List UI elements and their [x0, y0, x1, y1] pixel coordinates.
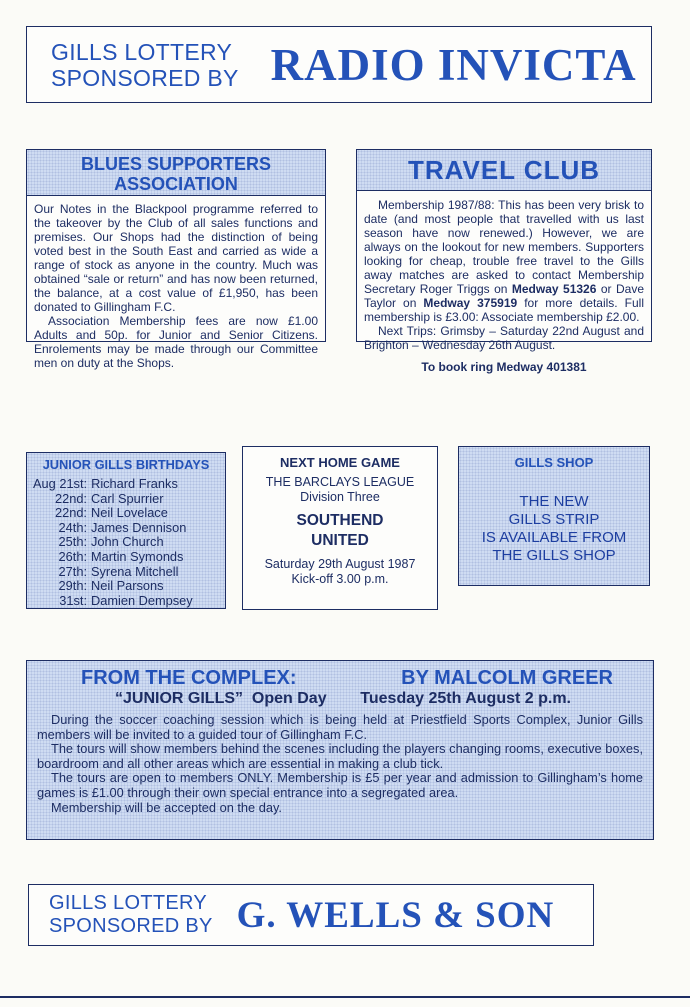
- blues-supporters-article: [26, 149, 326, 370]
- next-game-date: Saturday 29th August 1987: [264, 557, 416, 571]
- birthday-name: Carl Spurrier: [91, 490, 164, 506]
- blues-heading-line1: BLUES SUPPORTERS: [80, 154, 272, 174]
- lottery-label: [49, 892, 213, 938]
- blues-heading-line2: ASSOCIATION: [114, 174, 238, 194]
- complex-para2: The tours will show members behind the scenes including the players changing rooms, executive boxes, boardroom and all other areas which are essential in making a club tick.: [37, 741, 643, 771]
- travel-para1: [364, 198, 644, 324]
- page-bottom-rule: [0, 996, 690, 998]
- lottery-label-line1: GILLS LOTTERY: [49, 892, 208, 914]
- birthday-date: 31st:: [59, 592, 87, 608]
- birthday-name: Neil Parsons: [91, 578, 164, 594]
- complex-para1: During the soccer coaching session which is being held at Priestfield Sports Complex, Junior Gills members will be invited to a guided tour of Gillingham F.C.: [37, 712, 643, 742]
- birthday-name: John Church: [91, 534, 164, 550]
- gills-shop-line1: THE NEW: [519, 493, 589, 510]
- complex-subheading-left: “JUNIOR GILLS” Open Day: [115, 690, 327, 707]
- birthday-entry: [33, 535, 219, 550]
- travel-para1-a: Membership 1987/88: This has been very brisk to date (and most people that travelled with us last season have now renewed.) However, we are always on the lookout for new members. Supporters looking for cheap, trouble free travel to the Gills away matches are asked to contact Membership Secretary Roger Triggs on: [364, 198, 644, 296]
- complex-article: [26, 660, 654, 840]
- travel-phone-taylor: Medway 375919: [423, 296, 518, 310]
- lottery-sponsor-name: RADIO INVICTA: [270, 39, 637, 90]
- birthday-entry: [33, 594, 219, 609]
- birthday-date: 26th:: [58, 548, 87, 564]
- travel-para1-b: or Dave Taylor on: [364, 282, 644, 310]
- gills-shop-box: [458, 446, 650, 586]
- birthday-date: 29th:: [58, 578, 87, 594]
- travel-booking-line: To book ring Medway 401381: [421, 360, 587, 374]
- birthday-entry: [33, 565, 219, 580]
- blues-supporters-heading: [27, 150, 325, 196]
- next-game-league: THE BARCLAYS LEAGUE: [265, 475, 415, 489]
- lottery-label-line2: SPONSORED BY: [49, 915, 213, 937]
- birthday-date: 27th:: [58, 563, 87, 579]
- next-game-kickoff: Kick-off 3.00 p.m.: [291, 572, 389, 586]
- travel-club-body: [357, 191, 651, 380]
- complex-body: [27, 709, 653, 815]
- travel-club-heading: TRAVEL CLUB: [357, 150, 651, 191]
- birthday-date: 22nd:: [54, 490, 87, 506]
- birthday-name: Damien Dempsey: [91, 592, 193, 608]
- gills-shop-heading: GILLS SHOP: [514, 455, 594, 470]
- birthday-date: 25th:: [58, 534, 87, 550]
- lottery-label-line1: GILLS LOTTERY: [51, 38, 233, 65]
- travel-club-article: [356, 149, 652, 374]
- birthday-name: Martin Symonds: [91, 548, 184, 564]
- lottery-banner-top: [26, 26, 652, 103]
- travel-phone-triggs: Medway 51326: [511, 282, 597, 296]
- lottery-label: [51, 39, 239, 91]
- next-home-game-box: [242, 446, 438, 610]
- blues-para2: Association Membership fees are now £1.00 Adults and 50p. for Junior and Senior Citizens. Enrolements may be made through our Committee men on duty at the Shops.: [34, 314, 318, 370]
- next-game-heading: NEXT HOME GAME: [280, 455, 400, 470]
- birthday-entry: [33, 492, 219, 507]
- gills-shop-line3: IS AVAILABLE FROM: [481, 529, 627, 546]
- birthdays-heading: JUNIOR GILLS BIRTHDAYS: [42, 457, 210, 472]
- travel-para2: Next Trips: Grimsby – Saturday 22nd August and Brighton – Wednesday 26th August.: [364, 324, 644, 352]
- birthday-date: Aug 21st:: [33, 476, 88, 491]
- complex-para3: The tours are open to members ONLY. Membership is £5 per year and admission to Gillingham’s home games is £1.00 through their own special entrance into a segregated area.: [37, 770, 643, 800]
- complex-subheading-right: Tuesday 25th August 2 p.m.: [360, 690, 571, 707]
- next-game-opponent-line1: SOUTHEND: [296, 512, 384, 529]
- birthday-entry: [33, 521, 219, 536]
- complex-subheading: [27, 689, 653, 709]
- complex-para4: Membership will be accepted on the day.: [51, 799, 282, 815]
- birthday-entry: [33, 579, 219, 594]
- gills-shop-message: [459, 493, 649, 565]
- birthday-name: Neil Lovelace: [91, 505, 168, 521]
- complex-heading-right: BY MALCOLM GREER: [401, 667, 613, 689]
- birthday-date: 24th:: [58, 519, 87, 535]
- birthdays-box: [26, 452, 226, 609]
- next-game-opponent-line2: UNITED: [311, 532, 369, 549]
- blues-para1: Our Notes in the Blackpool programme referred to the takeover by the Club of all sales functions and premises. Our Shops had the distinction of being voted best in the South East and carried as wide a range of stock as anyone in the country. Much was obtained “sale or return” and has now been returned, the balance, at a cost value of £1,950, has been donated to Gillingham F.C.: [34, 202, 318, 314]
- travel-para1-c: for more details. Full membership is £3.00: Associate membership £2.00.: [364, 296, 645, 324]
- birthday-name: James Dennison: [91, 519, 187, 535]
- lottery-sponsor-name: G. WELLS & SON: [236, 894, 555, 936]
- lottery-banner-bottom: [28, 884, 594, 946]
- birthday-name: Richard Franks: [91, 476, 178, 491]
- gills-shop-line4: THE GILLS SHOP: [492, 547, 616, 564]
- birthday-entry: [33, 506, 219, 521]
- birthday-entry: [33, 477, 219, 492]
- next-game-division: Division Three: [300, 490, 380, 504]
- birthday-name: Syrena Mitchell: [91, 563, 179, 579]
- blues-supporters-body: [27, 196, 325, 376]
- birthday-date: 22nd:: [54, 505, 87, 521]
- birthdays-list: [27, 475, 225, 610]
- complex-heading-left: FROM THE COMPLEX:: [81, 667, 297, 689]
- gills-shop-line2: GILLS STRIP: [508, 511, 600, 528]
- lottery-label-line2: SPONSORED BY: [51, 64, 239, 91]
- birthday-entry: [33, 550, 219, 565]
- complex-heading: [27, 667, 653, 689]
